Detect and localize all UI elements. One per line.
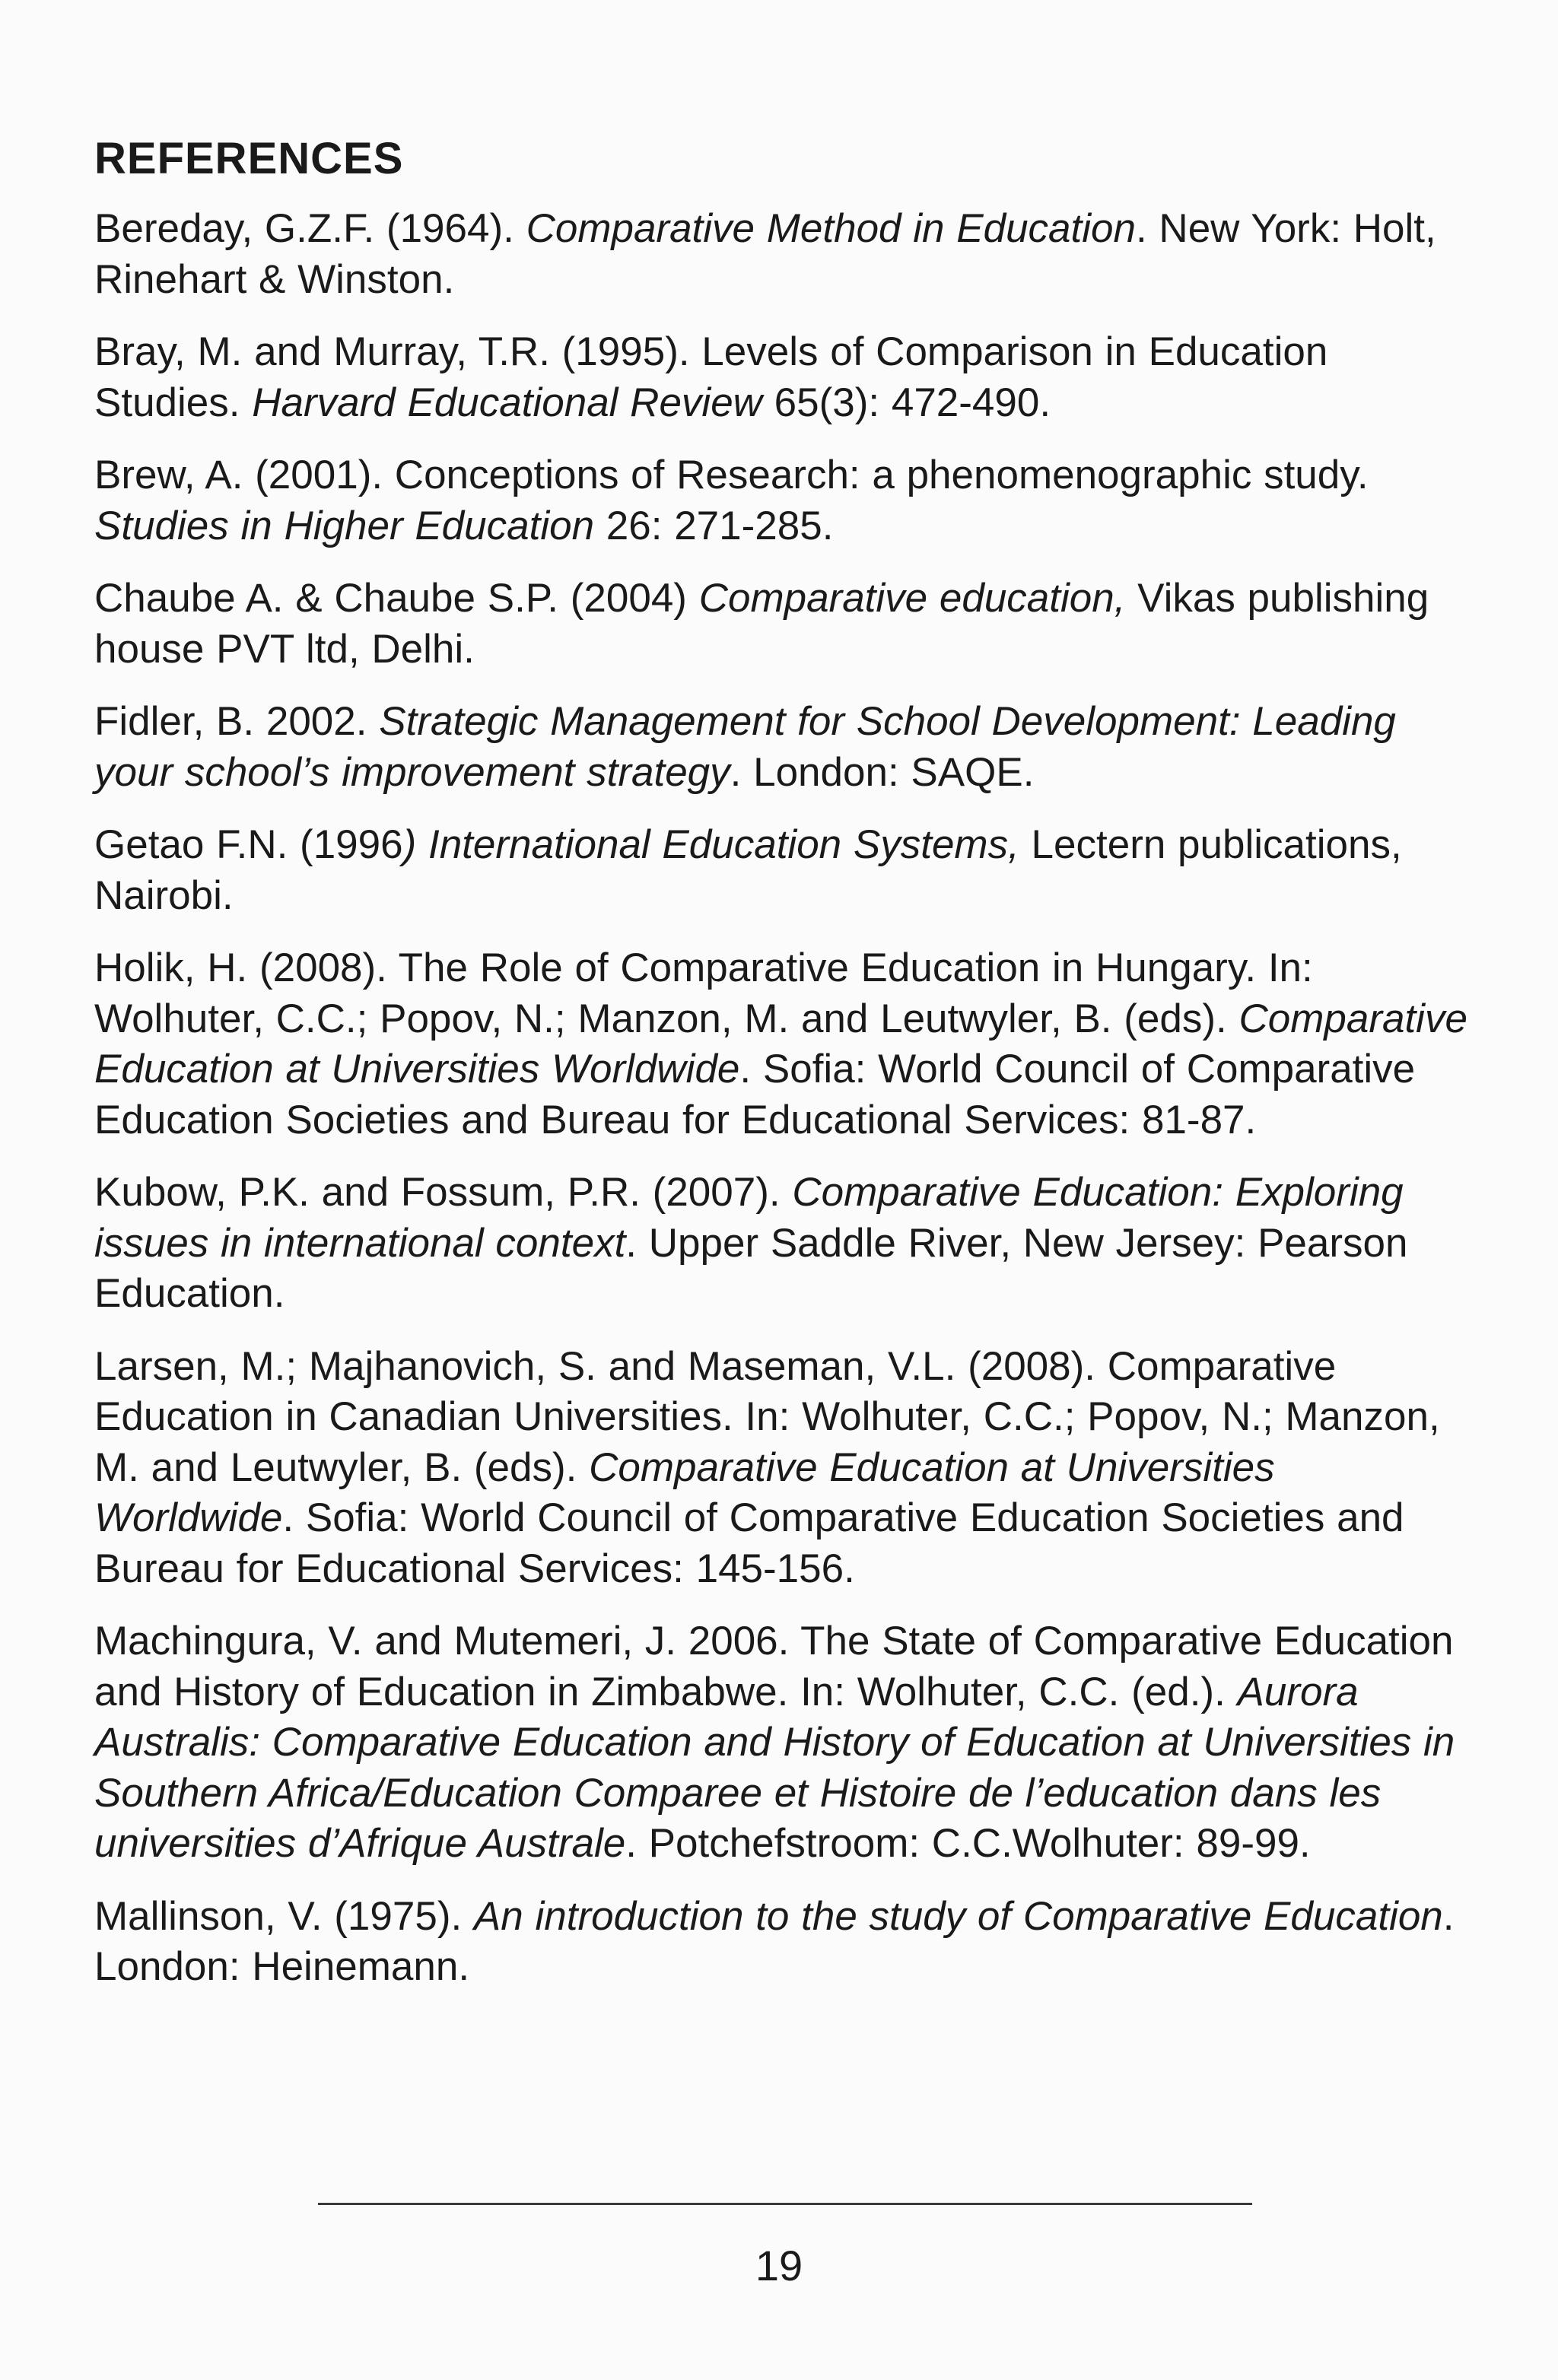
- reference-text: Bray, M. and Murray, T.R. (1995). Levels of Comparison in Education Studies.: [94, 329, 1328, 425]
- reference-italic-title: Studies in Higher Education: [94, 503, 595, 548]
- reference-entry: [94, 1342, 1479, 1595]
- reference-italic-title: ) International Education Systems,: [402, 822, 1019, 867]
- reference-text: 26: 271-285.: [594, 503, 834, 548]
- reference-italic-title: Comparative Method in Education: [526, 206, 1136, 251]
- references-heading: REFERENCES: [94, 134, 404, 183]
- reference-text: Getao F.N. (1996: [94, 822, 403, 867]
- reference-italic-title: Comparative Education at Universities Worldwide: [94, 996, 1467, 1091]
- reference-text: Holik, H. (2008). The Role of Comparative Education in Hungary. In: Wolhuter, C.C.; Popov, N.; Manzon, M. and Leutwyler, B. (eds).: [94, 945, 1313, 1041]
- reference-text: Machingura, V. and Mutemeri, J. 2006. The State of Comparative Education and History of Education in Zimbabwe. In: Wolhuter, C.C. (ed.).: [94, 1619, 1454, 1714]
- reference-entry: [94, 327, 1479, 428]
- reference-entry: [94, 1168, 1479, 1320]
- footer-divider: [318, 2203, 1252, 2205]
- reference-entry: [94, 943, 1479, 1146]
- reference-entry: [94, 450, 1479, 551]
- reference-text: . Potchefstroom: C.C.Wolhuter: 89-99.: [625, 1821, 1311, 1866]
- references-section: [94, 131, 1479, 2015]
- reference-italic-title: Comparative education,: [698, 576, 1126, 621]
- reference-text: Lectern publications, Nairobi.: [94, 822, 1402, 918]
- reference-text: Kubow, P.K. and Fossum, P.R. (2007).: [94, 1170, 793, 1215]
- reference-entry: [94, 697, 1479, 798]
- reference-list: [94, 204, 1479, 1993]
- reference-entry: [94, 820, 1479, 921]
- reference-text: 65(3): 472-490.: [762, 380, 1051, 425]
- reference-text: . London: SAQE.: [730, 749, 1035, 795]
- reference-text: . Upper Saddle River, New Jersey: Pearson Education.: [94, 1220, 1408, 1316]
- reference-italic-title: Comparative Education: Exploring issues in international context: [94, 1170, 1404, 1266]
- reference-text: Vikas publishing house PVT ltd, Delhi.: [94, 576, 1429, 672]
- reference-entry: [94, 574, 1479, 675]
- reference-text: . New York: Holt, Rinehart & Winston.: [94, 206, 1436, 302]
- reference-text: Larsen, M.; Majhanovich, S. and Maseman, V.L. (2008). Comparative Education in Canadian Universities. In: Wolhuter, C.C.; Popov, N.; Manzon, M. and Leutwyler, B. (eds).: [94, 1343, 1440, 1490]
- page-number: 19: [755, 2242, 803, 2289]
- reference-text: . Sofia: World Council of Comparative Education Societies and Bureau for Educational Services: 145-156.: [94, 1495, 1404, 1591]
- reference-italic-title: Comparative Education at Universities Worldwide: [94, 1444, 1275, 1540]
- reference-italic-title: Harvard Educational Review: [252, 380, 762, 425]
- reference-text: Fidler, B. 2002.: [94, 699, 380, 744]
- reference-text: Brew, A. (2001). Conceptions of Research: a phenomenographic study.: [94, 453, 1369, 497]
- reference-text: Mallinson, V. (1975).: [94, 1893, 474, 1939]
- reference-entry: [94, 1892, 1479, 1993]
- reference-text: . London: Heinemann.: [94, 1893, 1455, 1989]
- reference-italic-title: An introduction to the study of Comparative Education: [473, 1893, 1443, 1939]
- reference-entry: [94, 204, 1479, 305]
- reference-entry: [94, 1616, 1479, 1870]
- reference-italic-title: Aurora Australis: Comparative Education and History of Education at Universities in Southern Africa/Education Comparee et Histoire de l’education dans les universities d’Afrique Australe: [94, 1669, 1455, 1866]
- reference-text: . Sofia: World Council of Comparative Education Societies and Bureau for Educational Services: 81-87.: [94, 1047, 1416, 1142]
- reference-text: Chaube A. & Chaube S.P. (2004): [94, 576, 699, 621]
- reference-italic-title: Strategic Management for School Development: Leading your school’s improvement strategy: [94, 699, 1396, 795]
- reference-text: Bereday, G.Z.F. (1964).: [94, 206, 526, 251]
